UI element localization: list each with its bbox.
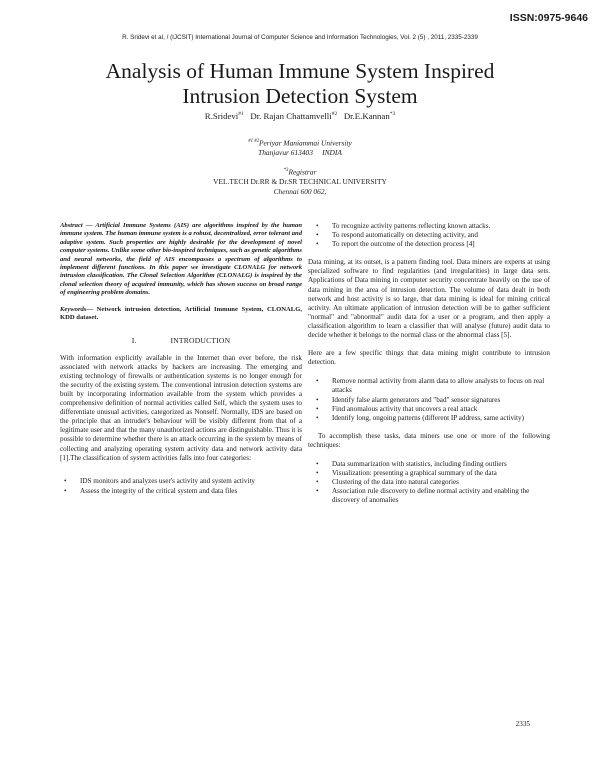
affiliation-org: VEL.TECH Dr.RR & Dr.SR TECHNICAL UNIVERSITY [213,177,387,187]
title-line-2: Intrusion Detection System [182,84,418,108]
keywords [60,306,302,323]
technique-list [308,460,550,505]
affiliation-mark: *3 [283,168,289,173]
affiliation-city: Thanjavur 613403 INDIA [258,148,342,158]
intro-paragraph: With information explicitly available in the Internet than ever before, the risk associated with network attacks by hackers are increasing. The emerging and existing technology of firewalls or authentication systems is no longer enough for the security of the existing system. The conventional intrusion detection systems are built by incorporating information available from the system which provides a comprehensive definition of normal activities called Self, which the system uses to differentiate unusual activities, categorized as Nonself. Normally, IDS are based on the principle that an intruder's behaviour will be visibly different from that of a legitimate user and that the many unauthorized actions are distinguishable. Thus it is possible to determine whether there is an attack occurring in the system by means of collecting and analyzing operating system activity data and network activity data [1].The classification of system activities falls into four categories: [60,353,302,462]
affiliation-role: Registrar [288,167,317,177]
list-item: • Identify long, ongoing patterns (different IP address, same activity) [312,414,550,423]
list-item: • Clustering of the data into natural categories [312,478,550,487]
author-mark: *3 [389,111,396,118]
list-item: • Assess the integrity of the critical system and data files [60,487,302,496]
list-item: • Identify false alarm generators and "bad" sensor signatures [312,396,550,405]
affiliation-1 [0,137,600,158]
right-column [308,222,550,505]
keywords-text: Network intrusion detection, Artificial Immune System, CLONALG, KDD dataset. [60,305,302,322]
author-mark: #2 [331,111,338,118]
list-item: • Association rule discovery to define normal activity and enabling the discovery of anomalies [312,487,550,505]
affiliation-org: Periyar Maniammai University [259,138,352,148]
activity-category-list [60,477,302,496]
contribution-intro-paragraph: Here are a few specific things that data mining might contribute to intrusion detection. [308,349,550,367]
title-line-1: Analysis of Human Immune System Inspired [105,59,495,83]
author-name: R.Sridevi [204,111,239,121]
author-mark: #1 [238,111,244,118]
issn-label: ISSN:0975-9646 [509,12,588,24]
left-column [60,222,302,497]
techniques-intro-paragraph: To accomplish these tasks, data miners use one or more of the following techniques: [308,431,550,449]
author-name: Dr.E.Kannan [343,111,390,121]
author-name: Dr. Rajan Chattamvelli [250,111,332,121]
abstract: Abstract — Artificial Immune Systems (AIS) are algorithms inspired by the human immune system. The human immune system is a robust, decentralized, error tolerant and adaptive system. Such properties are highly desirable for the development of novel computer systems. Unlike some other bio-inspired techniques, such as genetic algorithms and neural networks, the field of AIS encompasses a spectrum of algorithms to implement different functions. In this paper we investigate CLONALG for network intrusion classification. The Clonal Selection Algorithm (CLONALG) is inspired by the clonal selection theory of acquired immunity, which has shown success on broad range of engineering problem domains. [60,222,302,297]
list-item: • To respond automatically on detecting activity, and [312,231,550,240]
list-item: • Visualization: presenting a graphical summary of the data [312,469,550,478]
contribution-list [308,377,550,422]
section-number: I. [131,336,137,346]
author-list [0,111,600,121]
list-item: • Find anomalous activity that uncovers a real attack [312,405,550,414]
section-heading [60,336,302,345]
affiliation-mark: #1 #2 [248,139,259,144]
list-item: • Remove normal activity from alarm data to allow analysts to focus on real attacks [312,377,550,395]
affiliation-city: Chennai 600 062, [273,187,327,197]
list-item: • IDS monitors and analyzes user's activity and system activity [60,477,302,486]
affiliation-2 [0,166,600,197]
list-item: • Data summarization with statistics, including finding outliers [312,460,550,469]
keywords-label: Keywords— [60,305,93,313]
running-header: R. Sridevi et al, / (IJCSIT) International Journal of Computer Science and Information Technologies, Vol. 2 (5) , 2011, 2335-2339 [122,34,478,41]
section-title: INTRODUCTION [170,336,231,346]
detection-goal-list [308,222,550,249]
paper-title [40,59,560,109]
data-mining-paragraph: Data mining, at its outset, is a pattern finding tool. Data miners are experts at using specialized software to find regularities (and irregularities) in large data sets. Applications of Data mining in computer security concentrate heavily on the use of data mining in the area of intrusion detection. The volume of data dealt in both network and host activity is so large, that data mining is ideal for mining critical activity. An ultimate application of intrusion detection will be to gather sufficient "normal" and "abnormal" audit data for a user or a program, and then apply a classification algorithm to learn a classifier that will analyse (future) audit data to decide whether it belongs to the normal class or the abnormal class [5]. [308,258,550,340]
list-item: • To report the outcome of the detection process [4] [312,240,550,249]
page-number: 2335 [515,720,530,728]
list-item: • To recognize activity patterns reflecting known attacks. [312,222,550,231]
